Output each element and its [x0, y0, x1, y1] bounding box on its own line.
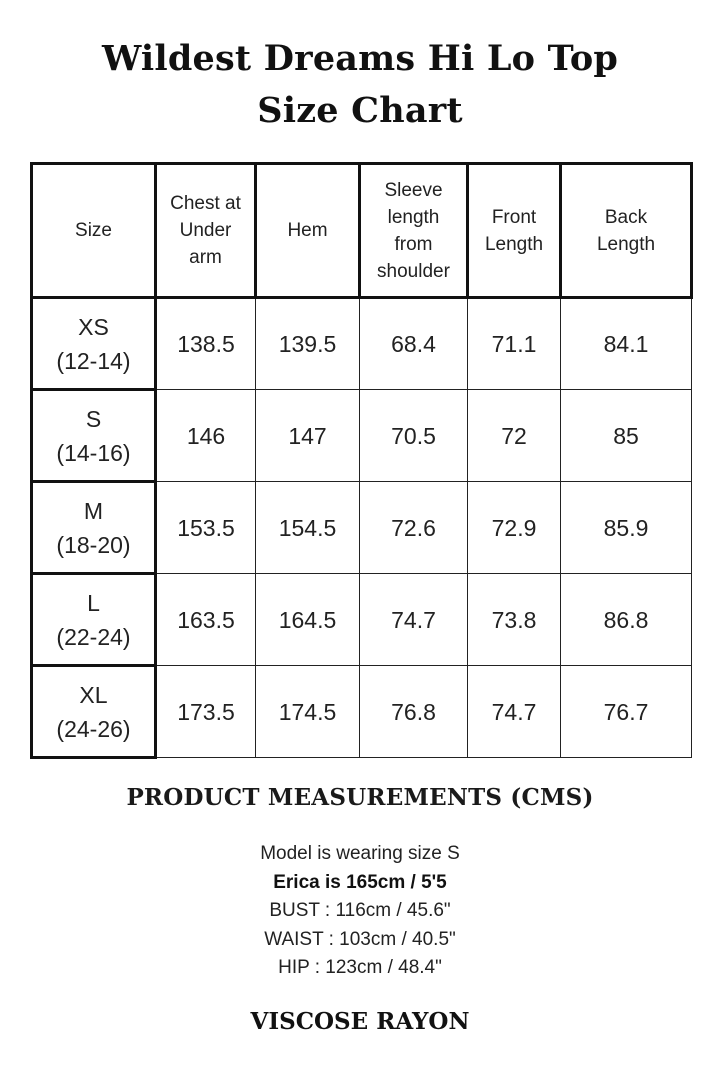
front-length-cell: 72 — [468, 390, 561, 482]
back-length-cell: 76.7 — [561, 666, 692, 758]
table-row — [32, 390, 692, 482]
table-row — [32, 666, 692, 758]
hem-cell: 147 — [256, 390, 360, 482]
table-row — [32, 482, 692, 574]
model-hip: HIP : 123cm / 48.4" — [278, 957, 442, 978]
header-chest: Chest at Under arm — [156, 164, 256, 298]
header-sleeve: Sleeve length from shoulder — [360, 164, 468, 298]
front-length-cell: 72.9 — [468, 482, 561, 574]
header-front-length: Front Length — [468, 164, 561, 298]
chest-cell: 173.5 — [156, 666, 256, 758]
model-bust: BUST : 116cm / 45.6" — [269, 900, 451, 921]
size-cell: M (18-20) — [32, 482, 156, 574]
front-length-cell: 71.1 — [468, 298, 561, 390]
model-size-note: Model is wearing size S — [260, 843, 460, 864]
back-length-cell: 85.9 — [561, 482, 692, 574]
model-height: Erica is 165cm / 5'5 — [273, 871, 447, 893]
back-length-cell: 85 — [561, 390, 692, 482]
front-length-cell: 74.7 — [468, 666, 561, 758]
chest-cell: 138.5 — [156, 298, 256, 390]
back-length-cell: 84.1 — [561, 298, 692, 390]
size-cell: XS (12-14) — [32, 298, 156, 390]
sleeve-cell: 70.5 — [360, 390, 468, 482]
table-row — [32, 574, 692, 666]
sleeve-cell: 68.4 — [360, 298, 468, 390]
model-waist: WAIST : 103cm / 40.5" — [264, 928, 456, 950]
header-back-length: Back Length — [561, 164, 692, 298]
size-cell: XL (24-26) — [32, 666, 156, 758]
chest-cell: 163.5 — [156, 574, 256, 666]
fabric-label: VISCOSE RAYON — [250, 1008, 470, 1035]
hem-cell: 164.5 — [256, 574, 360, 666]
sleeve-cell: 74.7 — [360, 574, 468, 666]
chest-cell: 146 — [156, 390, 256, 482]
hem-cell: 139.5 — [256, 298, 360, 390]
hem-cell: 174.5 — [256, 666, 360, 758]
front-length-cell: 73.8 — [468, 574, 561, 666]
header-size: Size — [32, 164, 156, 298]
hem-cell: 154.5 — [256, 482, 360, 574]
back-length-cell: 86.8 — [561, 574, 692, 666]
size-chart-table — [30, 162, 693, 759]
sleeve-cell: 72.6 — [360, 482, 468, 574]
table-row — [32, 298, 692, 390]
size-cell: L (22-24) — [32, 574, 156, 666]
size-cell: S (14-16) — [32, 390, 156, 482]
chart-subtitle: Size Chart — [257, 90, 463, 131]
model-info — [0, 840, 720, 983]
table-header-row — [32, 164, 692, 298]
header-hem: Hem — [256, 164, 360, 298]
measurements-heading: PRODUCT MEASUREMENTS (CMS) — [126, 784, 594, 811]
sleeve-cell: 76.8 — [360, 666, 468, 758]
chest-cell: 153.5 — [156, 482, 256, 574]
chart-title: Wildest Dreams Hi Lo Top — [101, 38, 619, 79]
